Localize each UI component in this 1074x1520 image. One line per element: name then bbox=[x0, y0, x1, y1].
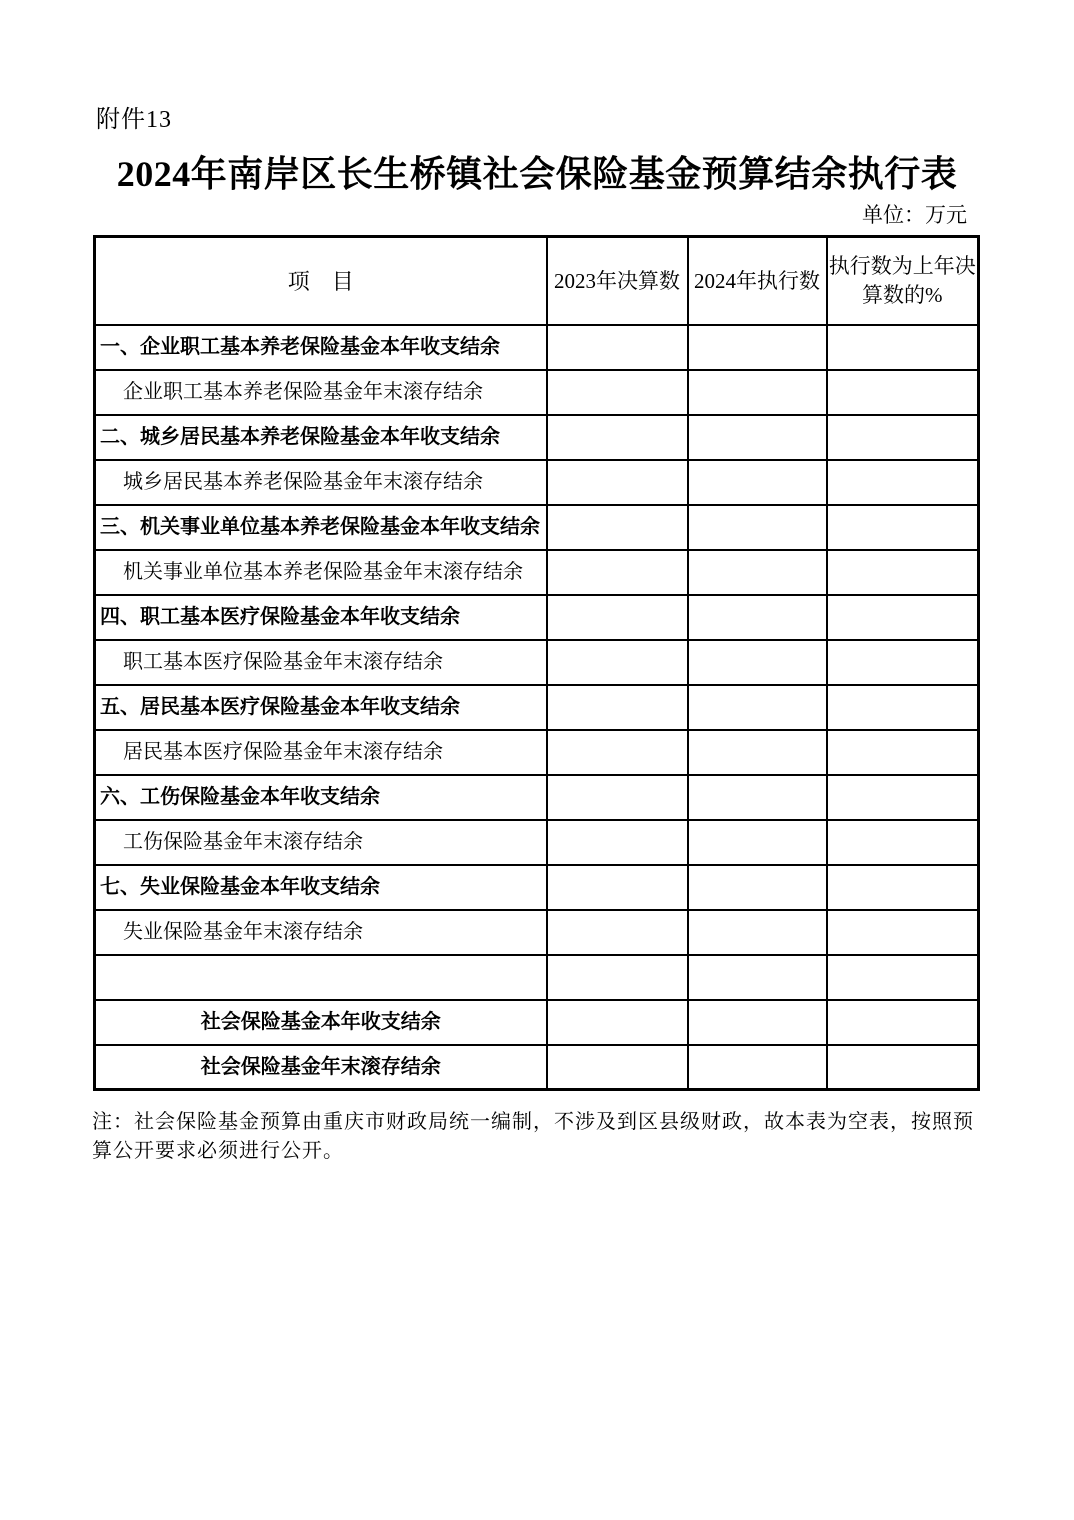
header-item: 项 目 bbox=[95, 237, 547, 325]
value-cell bbox=[827, 910, 979, 955]
value-cell bbox=[688, 505, 827, 550]
row-label-cell: 四、职工基本医疗保险基金本年收支结余 bbox=[95, 595, 547, 640]
attachment-label: 附件13 bbox=[96, 107, 172, 133]
value-cell bbox=[547, 685, 688, 730]
row-label-cell: 居民基本医疗保险基金年末滚存结余 bbox=[95, 730, 547, 775]
table-row bbox=[95, 955, 979, 1000]
value-cell bbox=[688, 370, 827, 415]
value-cell bbox=[827, 1000, 979, 1045]
table-row bbox=[95, 775, 979, 820]
value-cell bbox=[827, 505, 979, 550]
header-2023-final: 2023年决算数 bbox=[547, 237, 688, 325]
table-row bbox=[95, 595, 979, 640]
value-cell bbox=[688, 865, 827, 910]
table-row bbox=[95, 460, 979, 505]
value-cell bbox=[688, 685, 827, 730]
value-cell bbox=[547, 820, 688, 865]
row-label-cell bbox=[95, 955, 547, 1000]
value-cell bbox=[547, 865, 688, 910]
table-row bbox=[95, 820, 979, 865]
value-cell bbox=[827, 955, 979, 1000]
value-cell bbox=[547, 550, 688, 595]
table-row bbox=[95, 415, 979, 460]
table-row bbox=[95, 1000, 979, 1045]
row-label-cell: 七、失业保险基金本年收支结余 bbox=[95, 865, 547, 910]
value-cell bbox=[827, 415, 979, 460]
value-cell bbox=[688, 460, 827, 505]
value-cell bbox=[547, 640, 688, 685]
value-cell bbox=[827, 685, 979, 730]
value-cell bbox=[688, 640, 827, 685]
value-cell bbox=[827, 1045, 979, 1090]
value-cell bbox=[688, 595, 827, 640]
row-label-cell: 三、机关事业单位基本养老保险基金本年收支结余 bbox=[95, 505, 547, 550]
value-cell bbox=[688, 550, 827, 595]
row-label-cell: 工伤保险基金年末滚存结余 bbox=[95, 820, 547, 865]
note-text: 注：社会保险基金预算由重庆市财政局统一编制，不涉及到区县级财政，故本表为空表，按照预算公开要求必须进行公开。 bbox=[92, 1111, 974, 1162]
value-cell bbox=[827, 550, 979, 595]
value-cell bbox=[827, 730, 979, 775]
table-row bbox=[95, 640, 979, 685]
value-cell bbox=[688, 820, 827, 865]
row-label-cell: 六、工伤保险基金本年收支结余 bbox=[95, 775, 547, 820]
table-row bbox=[95, 1045, 979, 1090]
table-row bbox=[95, 370, 979, 415]
table-row bbox=[95, 910, 979, 955]
table-row bbox=[95, 325, 979, 370]
value-cell bbox=[827, 865, 979, 910]
table-row bbox=[95, 550, 979, 595]
value-cell bbox=[827, 820, 979, 865]
value-cell bbox=[827, 640, 979, 685]
table-row bbox=[95, 685, 979, 730]
row-label-cell: 企业职工基本养老保险基金年末滚存结余 bbox=[95, 370, 547, 415]
value-cell bbox=[688, 955, 827, 1000]
value-cell bbox=[547, 460, 688, 505]
value-cell bbox=[547, 505, 688, 550]
table-row bbox=[95, 505, 979, 550]
row-label-cell: 五、居民基本医疗保险基金本年收支结余 bbox=[95, 685, 547, 730]
table-header bbox=[95, 237, 979, 325]
value-cell bbox=[547, 955, 688, 1000]
value-cell bbox=[827, 460, 979, 505]
header-row bbox=[95, 237, 979, 325]
table-row bbox=[95, 865, 979, 910]
row-label-cell: 职工基本医疗保险基金年末滚存结余 bbox=[95, 640, 547, 685]
value-cell bbox=[688, 730, 827, 775]
unit-label: 单位：万元 bbox=[862, 203, 967, 227]
value-cell bbox=[547, 730, 688, 775]
value-cell bbox=[688, 325, 827, 370]
value-cell bbox=[688, 775, 827, 820]
value-cell bbox=[547, 1045, 688, 1090]
value-cell bbox=[547, 1000, 688, 1045]
header-2024-execution: 2024年执行数 bbox=[688, 237, 827, 325]
value-cell bbox=[547, 775, 688, 820]
value-cell bbox=[688, 1045, 827, 1090]
value-cell bbox=[688, 415, 827, 460]
value-cell bbox=[547, 325, 688, 370]
value-cell bbox=[827, 595, 979, 640]
row-label-cell: 一、企业职工基本养老保险基金本年收支结余 bbox=[95, 325, 547, 370]
row-label-cell: 机关事业单位基本养老保险基金年末滚存结余 bbox=[95, 550, 547, 595]
value-cell bbox=[827, 775, 979, 820]
row-label-cell: 城乡居民基本养老保险基金年末滚存结余 bbox=[95, 460, 547, 505]
value-cell bbox=[688, 1000, 827, 1045]
table-body bbox=[95, 325, 979, 1090]
value-cell bbox=[547, 910, 688, 955]
value-cell bbox=[827, 325, 979, 370]
value-cell bbox=[547, 415, 688, 460]
row-label-cell: 二、城乡居民基本养老保险基金本年收支结余 bbox=[95, 415, 547, 460]
table-row bbox=[95, 730, 979, 775]
header-execution-ratio: 执行数为上年决算数的% bbox=[827, 237, 979, 325]
budget-table bbox=[93, 235, 980, 1091]
row-label-cell: 社会保险基金年末滚存结余 bbox=[95, 1045, 547, 1090]
row-label-cell: 失业保险基金年末滚存结余 bbox=[95, 910, 547, 955]
row-label-cell: 社会保险基金本年收支结余 bbox=[95, 1000, 547, 1045]
value-cell bbox=[547, 370, 688, 415]
page-title: 2024年南岸区长生桥镇社会保险基金预算结余执行表 bbox=[116, 154, 958, 194]
value-cell bbox=[827, 370, 979, 415]
value-cell bbox=[688, 910, 827, 955]
value-cell bbox=[547, 595, 688, 640]
